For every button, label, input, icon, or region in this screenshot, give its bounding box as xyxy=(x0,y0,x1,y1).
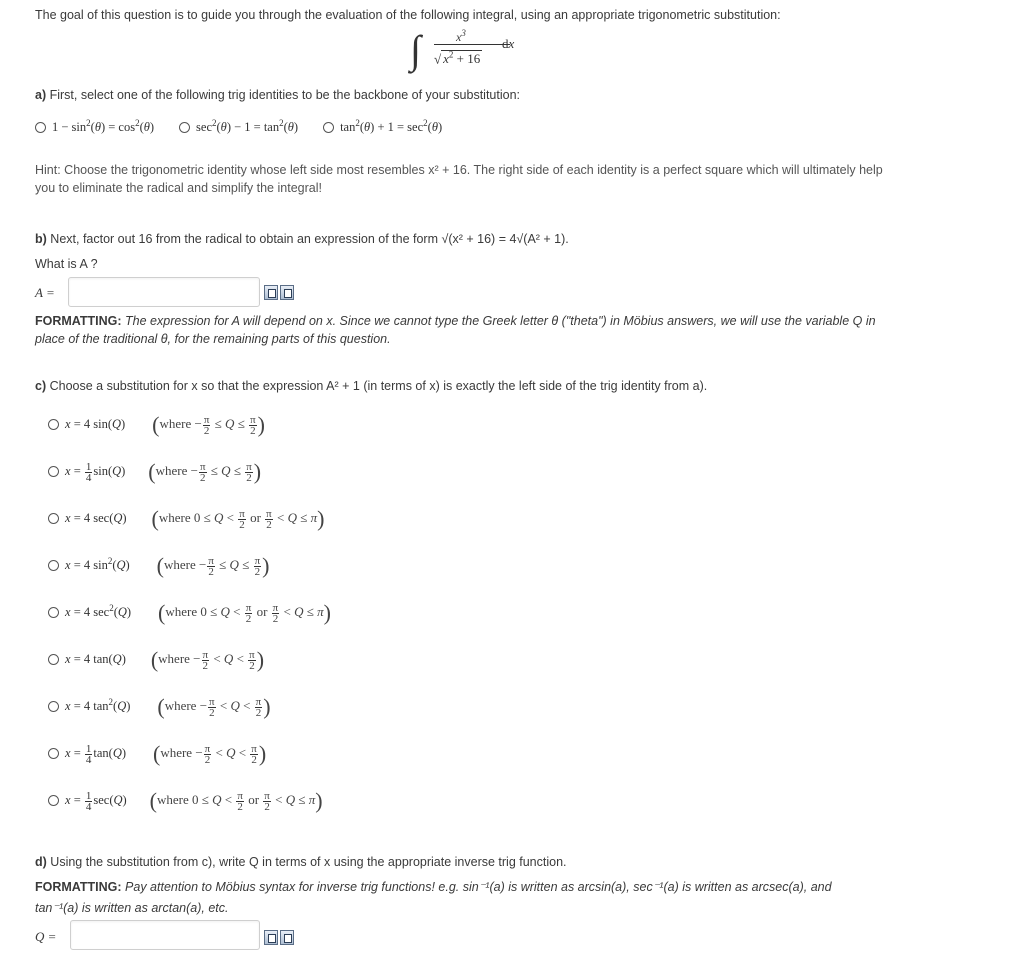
identity-option-2[interactable]: $\sec^2(\theta) - 1 = \tan^2(\theta)$ xyxy=(179,120,298,134)
part-b-question: What is A ? xyxy=(35,257,98,271)
part-d-formatting-1: FORMATTING: Pay attention to Möbius syntax for inverse trig functions! e.g. sin⁻¹(a) is written as arcsin(a), sec⁻¹(a) is written as arcsec(a), and xyxy=(35,880,832,894)
substitution-option-1[interactable]: x = 4 sin(Q) (where − $\frac{\pi}{2}$ ≤ Q ≤ $\frac{\pi}{2}$ ) xyxy=(48,412,265,438)
radio-button[interactable] xyxy=(48,560,59,571)
equation-editor-icon[interactable] xyxy=(264,285,278,300)
substitution-option-8[interactable]: x = $\frac{1}{4}$ tan(Q) (where − $\frac{\pi}{2}$ < Q < $\frac{\pi}{2}$ ) xyxy=(48,741,266,767)
identity-option-1[interactable]: $1 - \sin^2(\theta) = \cos^2(\theta)$ xyxy=(35,120,154,134)
substitution-option-3[interactable]: x = 4 sec(Q) (where 0 ≤ Q < $\frac{\pi}{2}$ or $\frac{\pi}{2}$ < Q ≤ π) xyxy=(48,506,324,532)
identity-option-3[interactable]: $\tan^2(\theta) + 1 = \sec^2(\theta)$ xyxy=(323,120,442,134)
preview-icon[interactable] xyxy=(280,930,294,945)
preview-icon[interactable] xyxy=(280,285,294,300)
radio-button[interactable] xyxy=(48,701,59,712)
substitution-option-7[interactable]: x = 4 $\tan^2(Q)$ (where − $\frac{\pi}{2}$ < Q < $\frac{\pi}{2}$ ) xyxy=(48,694,271,720)
radio-button[interactable] xyxy=(35,122,46,133)
part-b-prompt: b) Next, factor out 16 from the radical to obtain an expression of the form √(x² + 16) = 4√(A² + 1). xyxy=(35,232,569,246)
part-c-prompt: c) Choose a substitution for x so that the expression A² + 1 (in terms of x) is exactly the left side of the trig identity from a). xyxy=(35,379,708,393)
radio-button[interactable] xyxy=(48,419,59,430)
radio-button[interactable] xyxy=(48,654,59,665)
part-b-formatting-2: place of the traditional θ, for the remaining parts of this question. xyxy=(35,332,391,346)
radio-button[interactable] xyxy=(48,466,59,477)
part-d-formatting-2: tan⁻¹(a) is written as arctan(a), etc. xyxy=(35,901,229,915)
radio-button[interactable] xyxy=(48,748,59,759)
hint-line-2: you to eliminate the radical and simplify the integral! xyxy=(35,181,322,195)
equation-editor-icon[interactable] xyxy=(264,930,278,945)
radio-button[interactable] xyxy=(48,513,59,524)
integral-display: ∫ $x^3$ √ $x^2 + 16$ dx xyxy=(410,27,515,72)
substitution-option-5[interactable]: x = 4 $\sec^2(Q)$ (where 0 ≤ Q < $\frac{\pi}{2}$ or $\frac{\pi}{2}$ < Q ≤ π) xyxy=(48,600,331,626)
part-b-formatting-1: FORMATTING: The expression for A will depend on x. Since we cannot type the Greek letter θ ("theta") in Möbius answers, we will use the variable Q in xyxy=(35,314,876,328)
q-answer-input[interactable] xyxy=(70,920,260,950)
substitution-option-4[interactable]: x = 4 $\sin^2(Q)$ (where − $\frac{\pi}{2}$ ≤ Q ≤ $\frac{\pi}{2}$ ) xyxy=(48,553,269,579)
part-a-options xyxy=(35,118,442,135)
part-a-prompt: a) First, select one of the following trig identities to be the backbone of your substitution: xyxy=(35,88,521,102)
a-input-label: A = xyxy=(35,285,55,300)
radio-button[interactable] xyxy=(48,795,59,806)
intro-text: The goal of this question is to guide you through the evaluation of the following integral, using an appropriate trigonometric substitution: xyxy=(35,8,781,22)
radio-button[interactable] xyxy=(179,122,190,133)
part-d-prompt: d) Using the substitution from c), write Q in terms of x using the appropriate inverse trig function. xyxy=(35,855,567,869)
q-input-label: Q = xyxy=(35,929,57,944)
integral-sign: ∫ xyxy=(410,27,421,72)
radio-button[interactable] xyxy=(48,607,59,618)
radio-button[interactable] xyxy=(323,122,334,133)
substitution-option-6[interactable]: x = 4 tan(Q) (where − $\frac{\pi}{2}$ < Q < $\frac{\pi}{2}$ ) xyxy=(48,647,264,673)
hint-line-1: Hint: Choose the trigonometric identity whose left side most resembles x² + 16. The right side of each identity is a perfect square which will ultimately help xyxy=(35,163,883,177)
substitution-option-9[interactable]: x = $\frac{1}{4}$ sec(Q) (where 0 ≤ Q < $\frac{\pi}{2}$ or $\frac{\pi}{2}$ < Q ≤ π) xyxy=(48,788,323,814)
a-answer-input[interactable] xyxy=(68,277,260,307)
substitution-option-2[interactable]: x = $\frac{1}{4}$ sin(Q) (where − $\frac{\pi}{2}$ ≤ Q ≤ $\frac{\pi}{2}$ ) xyxy=(48,459,261,485)
